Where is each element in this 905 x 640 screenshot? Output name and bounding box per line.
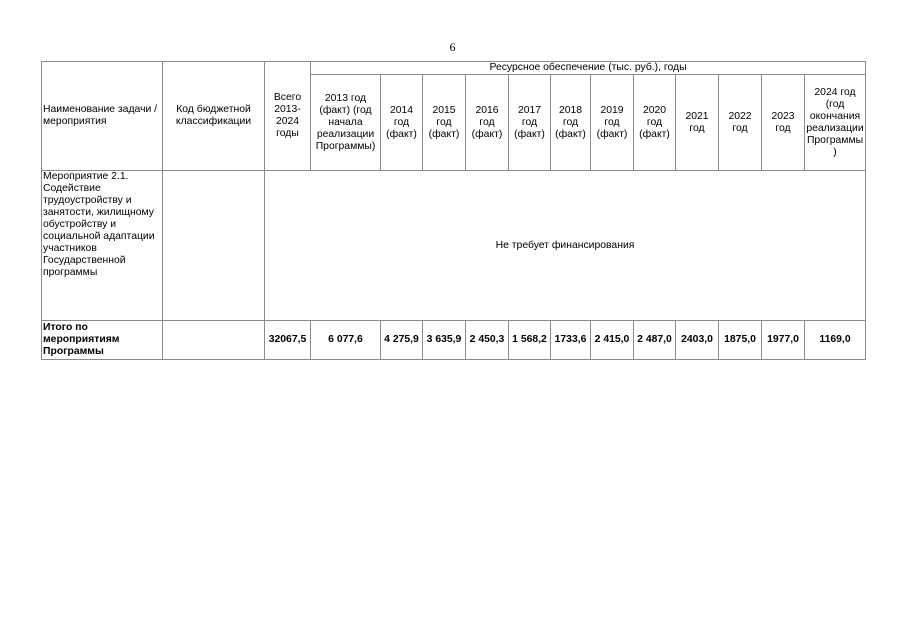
- total-label: Итого по мероприятиям Программы: [42, 321, 163, 360]
- page-number: 6: [449, 40, 456, 54]
- total-2017: 1 568,2: [509, 321, 551, 360]
- total-2014: 4 275,9: [381, 321, 423, 360]
- header-year-2015: 2015 год (факт): [423, 75, 466, 171]
- table-row: [42, 321, 866, 360]
- header-year-2014: 2014 год (факт): [381, 75, 423, 171]
- table-row: [42, 171, 866, 321]
- header-year-2013: 2013 год (факт) (год начала реализации Программы): [311, 75, 381, 171]
- header-name: Наименование задачи / мероприятия: [42, 62, 163, 171]
- header-year-2016: 2016 год (факт): [466, 75, 509, 171]
- total-2016: 2 450,3: [466, 321, 509, 360]
- activity-budget-code: [163, 171, 265, 321]
- total-2018: 1733,6: [551, 321, 591, 360]
- header-resource-group: Ресурсное обеспечение (тыс. руб.), годы: [311, 62, 866, 75]
- header-year-2022: 2022 год: [719, 75, 762, 171]
- header-year-2023: 2023 год: [762, 75, 805, 171]
- total-2019: 2 415,0: [591, 321, 634, 360]
- no-funding-note: Не требует финансирования: [265, 171, 866, 321]
- total-sum: 32067,5: [265, 321, 311, 360]
- total-2024: 1169,0: [805, 321, 866, 360]
- total-2015: 3 635,9: [423, 321, 466, 360]
- activity-name: Мероприятие 2.1. Содействие трудоустройству и занятости, жилищному обустройству и социальной адаптации участников Государственной программы: [42, 171, 163, 321]
- header-year-2020: 2020 год (факт): [634, 75, 676, 171]
- total-2021: 2403,0: [676, 321, 719, 360]
- header-year-2021: 2021 год: [676, 75, 719, 171]
- header-total: Всего 2013-2024 годы: [265, 62, 311, 171]
- header-year-2018: 2018 год (факт): [551, 75, 591, 171]
- total-2020: 2 487,0: [634, 321, 676, 360]
- total-2013: 6 077,6: [311, 321, 381, 360]
- header-year-2017: 2017 год (факт): [509, 75, 551, 171]
- header-budget-code: Код бюджетной классификации: [163, 62, 265, 171]
- header-year-2024: 2024 год (год окончания реализации Программы): [805, 75, 866, 171]
- total-2022: 1875,0: [719, 321, 762, 360]
- header-year-2019: 2019 год (факт): [591, 75, 634, 171]
- resource-table: [41, 61, 866, 360]
- total-budget-code: [163, 321, 265, 360]
- total-2023: 1977,0: [762, 321, 805, 360]
